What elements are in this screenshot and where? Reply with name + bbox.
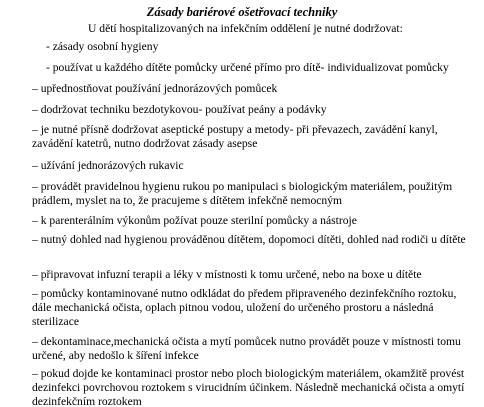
list-item: – je nutné přísně dodržovat aseptické postupy a metody- při převazech, zavádění kanyl, zavádění katetrů, nutno dodržovat zásady asepse <box>32 123 438 150</box>
list-item: – provádět pravidelnou hygienu rukou po manipulaci s biologickým materiálem, použitým prádlem, myslet na to, že pracujeme s dítětem infekčně nemocným <box>32 180 453 207</box>
top-border-fragment <box>27 0 147 2</box>
list-item: – dekontaminace,mechanická očista a mytí pomůcek nutno provádět pouze v místnosti tomu určené, aby nedošlo k šíření infekce <box>32 335 461 362</box>
list-item: – dodržovat techniku bezdotykovou- používat peány a podávky <box>32 103 327 116</box>
list-item: – pomůcky kontaminované nutno odkládat do předem připraveného dezinfekčního roztoku, dále mechanická očista, oplach pitnou vodou, uložení do určeného prostoru a následná sterilizace <box>32 287 457 328</box>
list-item: – k parenterálním výkonům požívat pouze sterilní pomůcky a nástroje <box>32 214 357 227</box>
list-item: – upřednostňovat používání jednorázových pomůcek <box>32 82 278 95</box>
list-item: – užívání jednorázových rukavic <box>32 159 184 172</box>
list-item: - zásady osobní hygieny <box>46 40 159 53</box>
intro-text: U dětí hospitalizovaných na infekčním oddělení je nutné dodržovat: <box>88 22 403 35</box>
document-title: Zásady bariérové ošetřovací techniky <box>146 5 338 19</box>
list-item: – nutný dohled nad hygienou prováděnou dítětem, dopomoci dítěti, dohled nad rodiči u dítěte <box>32 233 466 246</box>
list-item: – pokud dojde ke kontaminaci prostor nebo ploch biologickým materiálem, okamžitě provést dezinfekci povrchovou roztokem s virucidním účinkem. Následně mechanická očista a omytí dezinfekčním roztokem <box>32 367 465 407</box>
list-item: – připravovat infuzní terapii a léky v místnosti k tomu určené, nebo na boxe u dítěte <box>32 268 422 281</box>
list-item: - používat u každého dítěte pomůcky určené přímo pro dítě- individualizovat pomůcky <box>46 61 449 74</box>
